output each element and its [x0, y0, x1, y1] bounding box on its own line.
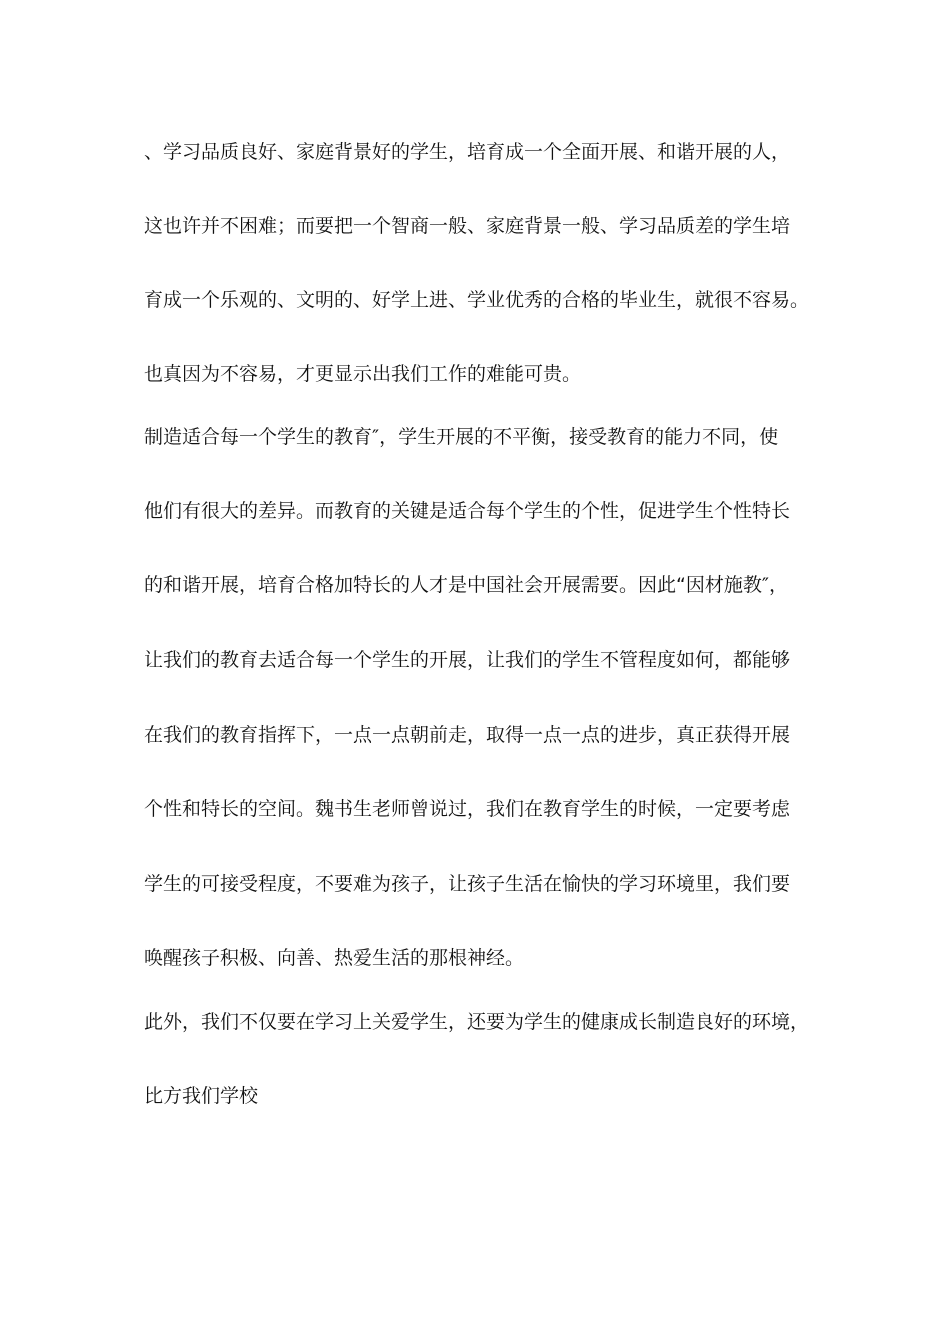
text-line: 这也许并不困难；而要把一个智商一般、家庭背景一般、学习品质差的学生培: [144, 215, 791, 237]
text-line: 在我们的教育指挥下，一点一点朝前走，取得一点一点的进步，真正获得开展: [144, 724, 791, 746]
text-line: 个性和特长的空间。魏书生老师曾说过，我们在教育学生的时候，一定要考虑: [144, 798, 791, 820]
text-line: 让我们的教育去适合每一个学生的开展，让我们的学生不管程度如何，都能够: [144, 649, 791, 671]
text-line: 制造适合每一个学生的教育″，学生开展的不平衡，接受教育的能力不同，使: [144, 426, 779, 448]
text-line: 此外，我们不仅要在学习上关爱学生，还要为学生的健康成长制造良好的环境，: [144, 1011, 810, 1033]
text-line: 比方我们学校: [144, 1085, 259, 1107]
text-line: 他们有很大的差异。而教育的关键是适合每个学生的个性，促进学生个性特长: [144, 500, 791, 522]
text-line: 育成一个乐观的、文明的、好学上进、学业优秀的合格的毕业生，就很不容易。: [144, 289, 810, 311]
text-line: 唤醒孩子积极、向善、热爱生活的那根神经。: [144, 947, 525, 969]
text-line: 也真因为不容易，才更显示出我们工作的难能可贵。: [144, 363, 582, 385]
text-line: 的和谐开展，培育合格加特长的人才是中国社会开展需要。因此“因材施教″，: [144, 574, 788, 596]
text-line: 学生的可接受程度，不要难为孩子，让孩子生活在愉快的学习环境里，我们要: [144, 873, 791, 895]
text-line: 、学习品质良好、家庭背景好的学生，培育成一个全面开展、和谐开展的人，: [144, 141, 791, 163]
